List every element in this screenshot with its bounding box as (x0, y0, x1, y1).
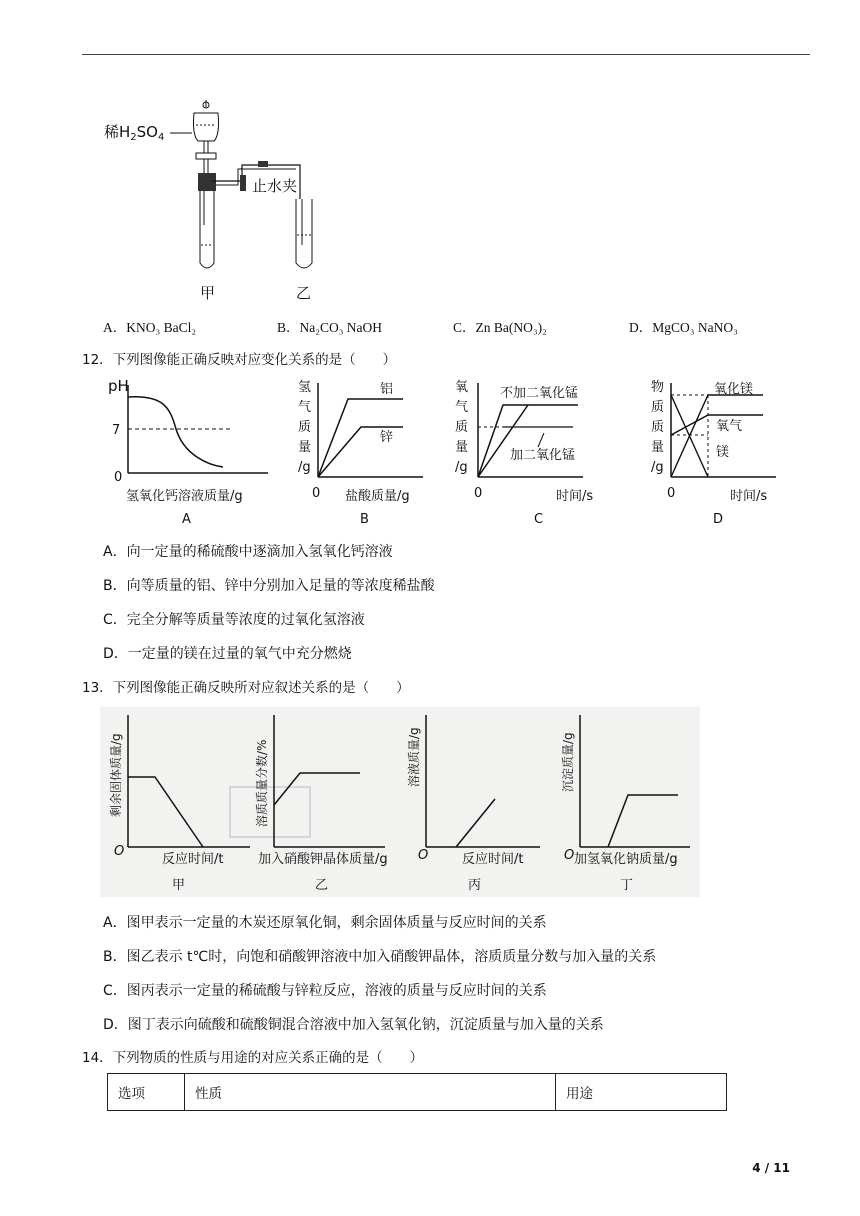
acid-label: 稀$H_2SO_4$ (104, 123, 165, 143)
svg-text:气: 气 (298, 400, 312, 415)
svg-text:气: 气 (455, 400, 469, 415)
svg-text:加二氧化锰: 加二氧化锰 (510, 448, 576, 463)
q11-apparatus-figure (100, 95, 340, 305)
q13-option-b: B．图乙表示 t℃时，向饱和硝酸钾溶液中加入硝酸钾晶体，溶质质量分数与加入量的关系 (103, 949, 657, 965)
page-number: 4 / 11 (752, 1161, 790, 1175)
svg-text:/g: /g (651, 460, 664, 475)
apparatus-drawing (100, 95, 340, 305)
q12-c-ylabel (455, 380, 468, 475)
svg-text:氧: 氧 (455, 380, 469, 395)
q12-graph-a (108, 377, 268, 527)
q13-option-c: C．图丙表示一定量的稀硫酸与锌粒反应，溶液的质量与反应时间的关系 (103, 983, 547, 999)
col-property-header: 性质 (185, 1074, 556, 1111)
svg-text:D: D (713, 512, 724, 527)
svg-text:盐酸质量/g: 盐酸质量/g (345, 489, 410, 504)
svg-text:质: 质 (455, 420, 469, 435)
svg-text:O: O (418, 848, 429, 863)
svg-text:铝: 铝 (380, 382, 394, 397)
q12-graph-b (298, 380, 423, 527)
svg-text:镁: 镁 (716, 445, 730, 460)
q12-option-b: B．向等质量的铝、锌中分别加入足量的等浓度稀盐酸 (103, 578, 435, 594)
svg-text:7: 7 (112, 423, 121, 438)
q12-graph-c (455, 380, 593, 527)
q12-option-d: D．一定量的镁在过量的氧气中充分燃烧 (103, 646, 352, 662)
svg-text:反应时间/t: 反应时间/t (162, 852, 224, 867)
svg-text:质: 质 (651, 400, 665, 415)
svg-text:氢氧化钙溶液质量/g: 氢氧化钙溶液质量/g (126, 489, 243, 504)
q11-option-b: B．Na₂CO₃ NaOH (277, 320, 383, 335)
svg-text:时间/s: 时间/s (730, 489, 768, 504)
svg-text:加入硝酸钾晶体质量/g: 加入硝酸钾晶体质量/g (258, 852, 388, 867)
q13-graph-bing (406, 715, 540, 893)
svg-text:氧化镁: 氧化镁 (714, 382, 754, 397)
q12-d-ylabel (651, 379, 664, 475)
svg-text:沉淀质量/g: 沉淀质量/g (561, 732, 575, 792)
q13-graphs (100, 707, 700, 897)
q11-option-a: A．KNO₃ BaCl₂ (103, 320, 197, 335)
q14-stem: 14．下列物质的性质与用途的对应关系正确的是（ ） (82, 1050, 424, 1066)
q14-table (107, 1073, 727, 1111)
q13-option-d: D．图丁表示向硫酸和硫酸铜混合溶液中加入氢氧化钠，沉淀质量与加入量的关系 (103, 1017, 604, 1033)
svg-text:量: 量 (298, 440, 312, 455)
svg-text:质: 质 (298, 420, 312, 435)
q13-graph-jia (108, 715, 250, 893)
q11-option-c: C．Zn Ba(NO₃)₂ (453, 320, 547, 335)
clamp-label: 止水夹 (252, 177, 298, 195)
svg-text:质: 质 (651, 420, 665, 435)
svg-text:反应时间/t: 反应时间/t (462, 852, 524, 867)
svg-text:氢: 氢 (298, 380, 312, 395)
tube-a-label: 甲 (200, 284, 216, 302)
table-row (108, 1074, 727, 1111)
q12-option-a: A．向一定量的稀硫酸中逐滴加入氢氧化钙溶液 (103, 544, 393, 560)
q12-stem: 12．下列图像能正确反映对应变化关系的是（ ） (82, 352, 397, 368)
svg-text:不加二氧化锰: 不加二氧化锰 (500, 386, 579, 401)
q13-graph-ding (560, 715, 690, 893)
svg-text:pH: pH (108, 377, 129, 395)
svg-text:锌: 锌 (380, 430, 394, 445)
q11-option-d: D．MgCO₃ NaNO₃ (629, 320, 738, 335)
col-option-header: 选项 (108, 1074, 185, 1111)
svg-text:/g: /g (455, 460, 468, 475)
svg-text:B: B (360, 512, 369, 527)
svg-text:C: C (534, 512, 544, 527)
tube-b-label: 乙 (296, 284, 312, 302)
svg-text:丙: 丙 (468, 878, 482, 893)
svg-text:0: 0 (312, 486, 321, 501)
svg-text:甲: 甲 (172, 878, 186, 893)
svg-text:物: 物 (651, 380, 665, 395)
svg-text:O: O (564, 848, 575, 863)
svg-text:0: 0 (114, 470, 123, 485)
q13-stem: 13．下列图像能正确反映所对应叙述关系的是（ ） (82, 680, 410, 696)
q12-graph-d (651, 379, 776, 527)
svg-text:量: 量 (651, 440, 665, 455)
svg-text:0: 0 (474, 486, 483, 501)
svg-text:乙: 乙 (315, 878, 329, 893)
q12-option-c: C．完全分解等质量等浓度的过氧化氢溶液 (103, 612, 365, 628)
svg-text:丁: 丁 (620, 878, 634, 893)
svg-text:氧气: 氧气 (716, 419, 743, 434)
q12-graphs (108, 377, 788, 527)
svg-text:加氢氧化钠质量/g: 加氢氧化钠质量/g (574, 852, 678, 867)
q13-graph-yi (230, 715, 388, 893)
svg-text:时间/s: 时间/s (556, 489, 594, 504)
svg-text:/g: /g (298, 460, 311, 475)
svg-text:剩余固体质量/g: 剩余固体质量/g (109, 733, 123, 817)
q12-b-ylabel (298, 380, 311, 475)
svg-text:溶液质量/g: 溶液质量/g (407, 727, 421, 787)
col-usage-header: 用途 (556, 1074, 727, 1111)
svg-text:0: 0 (667, 486, 676, 501)
q13-option-a: A．图甲表示一定量的木炭还原氧化铜，剩余固体质量与反应时间的关系 (103, 915, 547, 931)
svg-text:量: 量 (455, 440, 469, 455)
svg-text:O: O (114, 844, 125, 859)
svg-text:A: A (182, 512, 191, 527)
header-rule (82, 54, 810, 55)
svg-text:溶质质量分数/%: 溶质质量分数/% (255, 739, 269, 827)
